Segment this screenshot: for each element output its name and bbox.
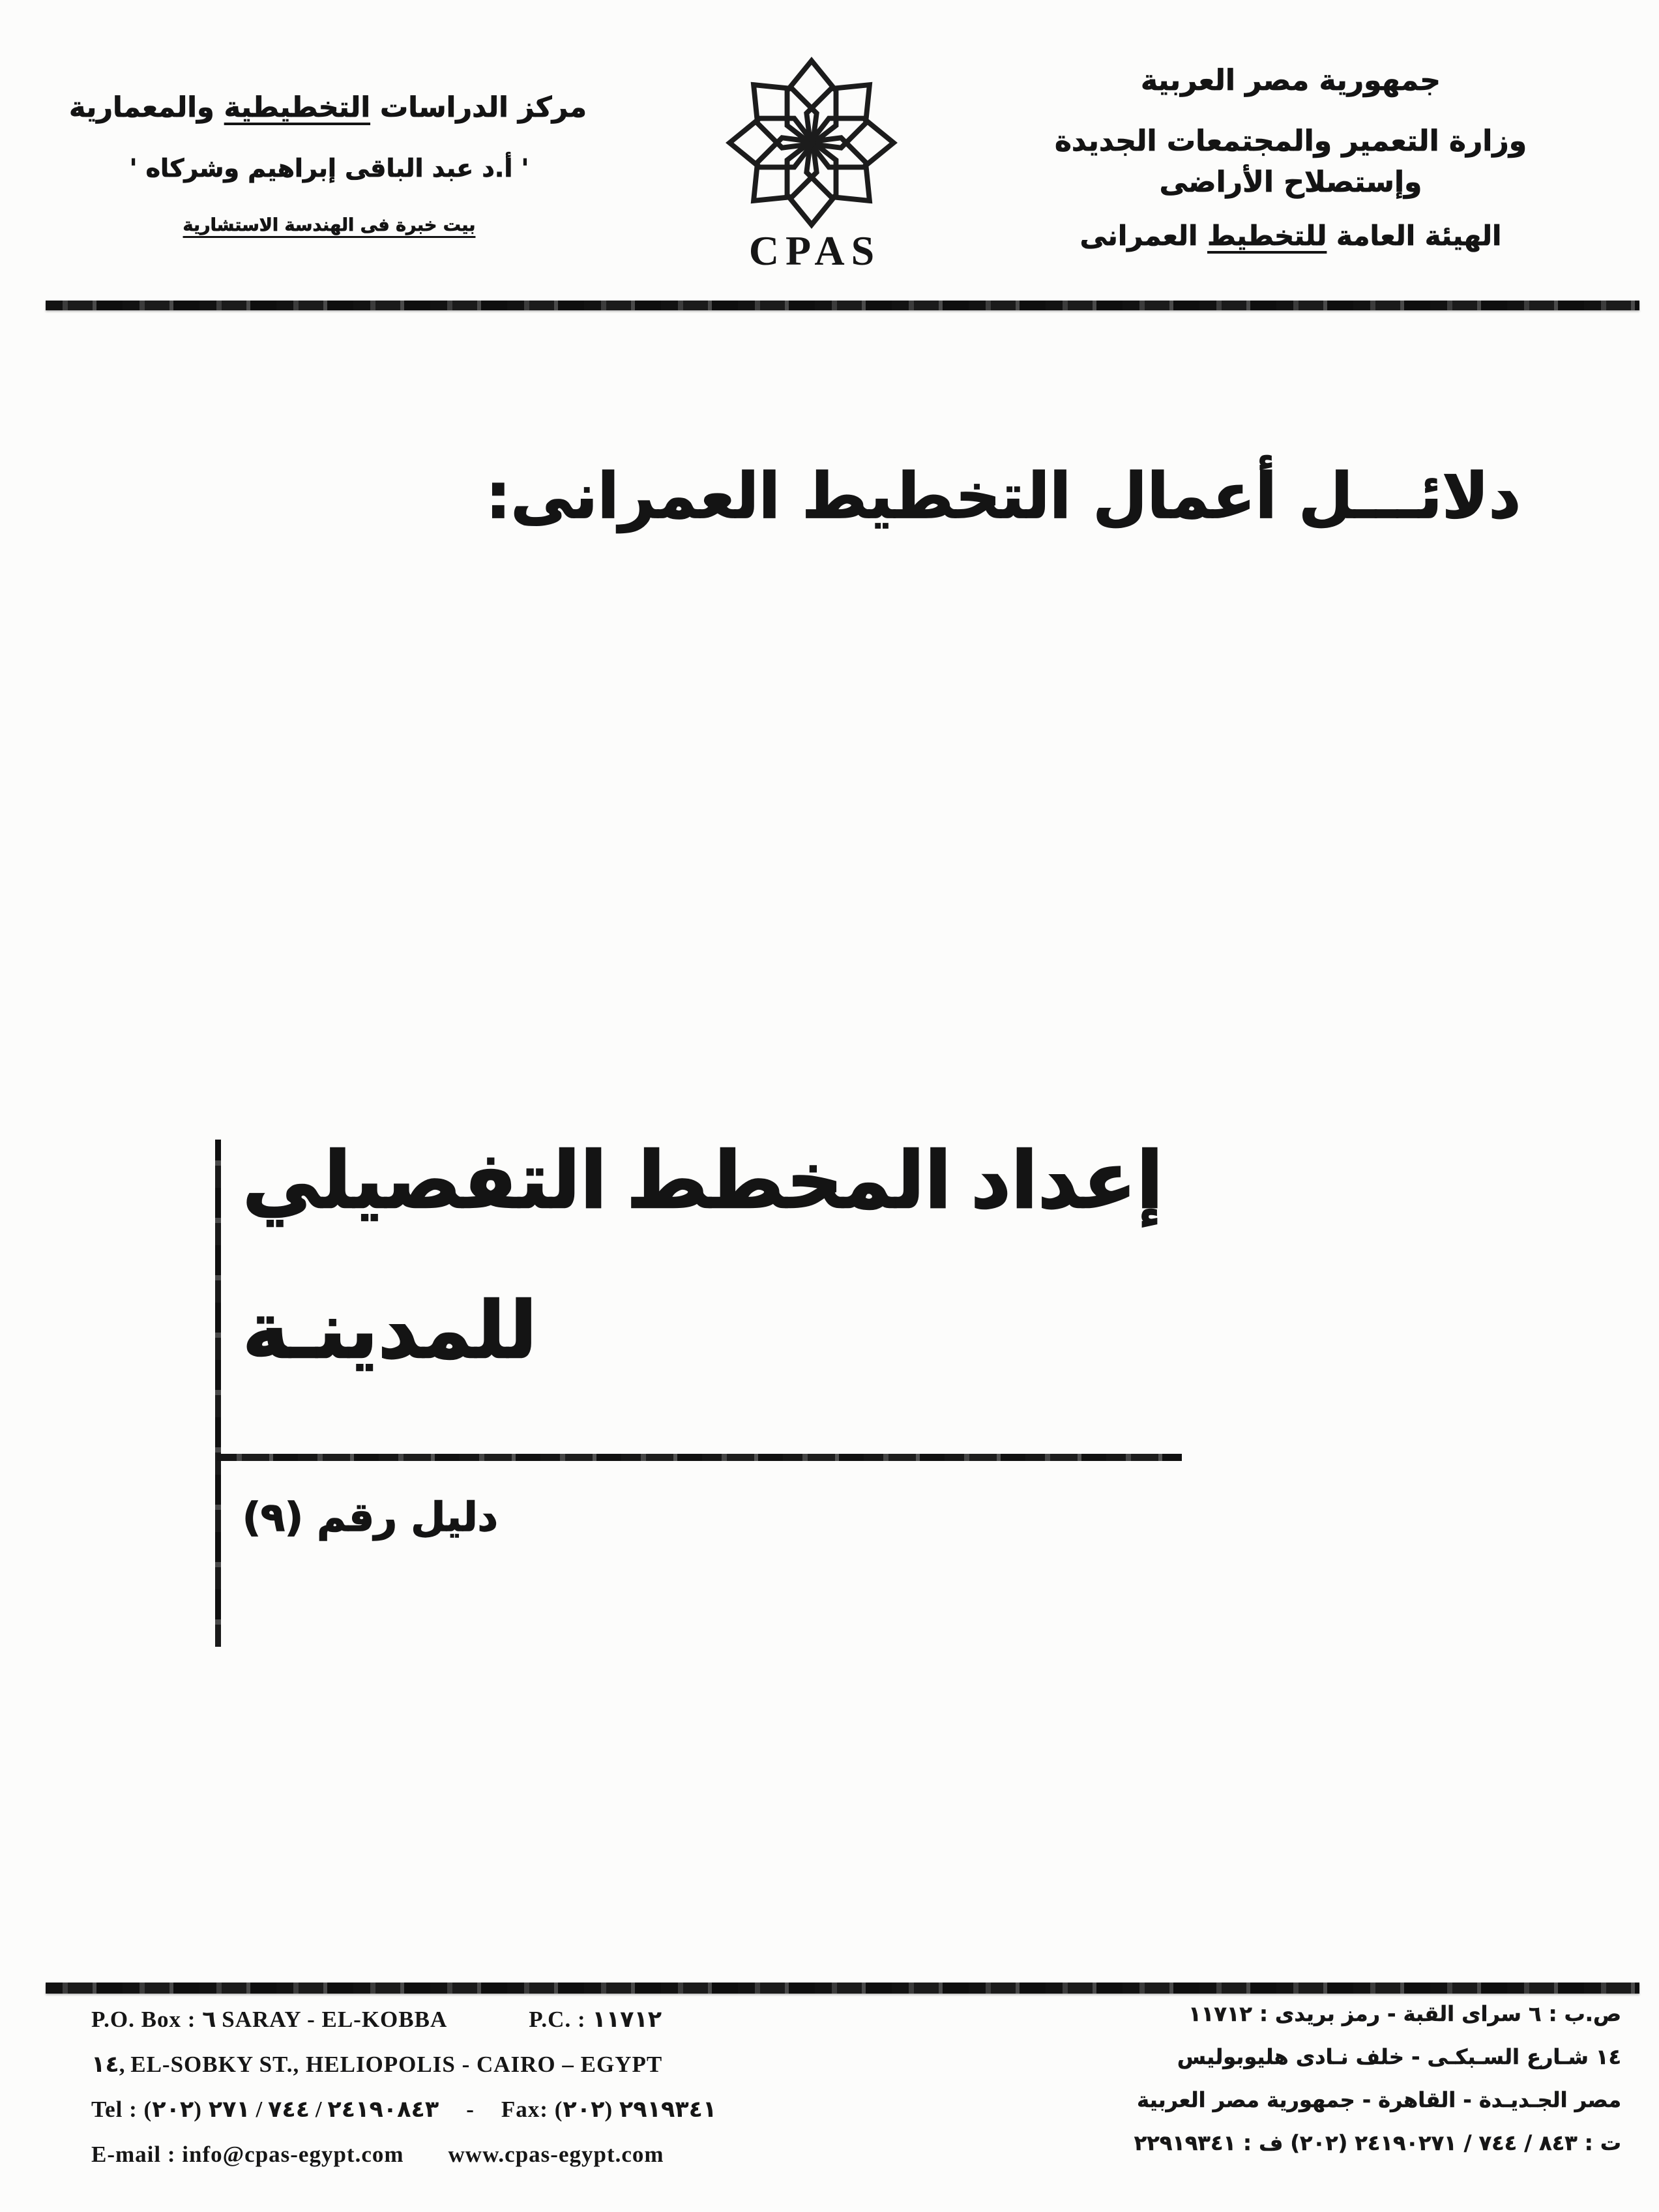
- footer-ar-address-line: ١٤ شـارع السـبكـى - خلف نـادى هليوبوليس: [1177, 2044, 1621, 2069]
- org-name-part: مركز الدراسات: [370, 91, 587, 124]
- authority-underlined-word: للتخطيط: [1207, 220, 1327, 252]
- email-value: E-mail : info@cpas-egypt.com: [91, 2142, 404, 2167]
- authority-part: الهيئة العامة: [1327, 220, 1502, 252]
- footer-ar-pobox-line: ص.ب : ٦ سراى القبة - رمز بريدى : ١١٧١٢: [1188, 2001, 1621, 2026]
- authority-line: [978, 220, 1604, 252]
- header-left-org-block: [69, 91, 587, 235]
- country-line: جمهورية مصر العربية: [1141, 64, 1441, 97]
- tel-value: Tel : (٢٠٢) ٢٤١٩٠٨٤٣ / ٧٤٤ / ٢٧١: [91, 2097, 439, 2122]
- footer-pobox-line: [91, 2007, 716, 2033]
- ministry-line-2: وإستصلاح الأراضى: [1159, 166, 1422, 199]
- main-title-line1: إعداد المخطط التفصيلي: [242, 1136, 1164, 1226]
- org-name-part: والمعمارية: [69, 91, 224, 124]
- title-accent-bar: [215, 1140, 221, 1647]
- tel-fax-separator: -: [466, 2097, 474, 2122]
- title-underline-rule: [217, 1454, 1182, 1461]
- footer-ar-tel-fax-line: ت : ٨٤٣ / ٧٤٤ / ٢٤١٩٠٢٧١ (٢٠٢) ف : ٢٢٩١٩٣٤١: [1134, 2131, 1621, 2155]
- org-tagline: بيت خبرة فى الهندسة الاستشارية: [183, 215, 476, 235]
- pobox-value: P.O. Box : ٦ SARAY - EL-KOBBA: [91, 2007, 448, 2032]
- ministry-line: وزارة التعمير والمجتمعات الجديدة: [1054, 125, 1527, 158]
- footer-tel-fax-line: [91, 2097, 716, 2123]
- cpas-acronym: CPAS: [748, 228, 881, 274]
- main-title-line2: للمدينـة: [242, 1286, 537, 1376]
- footer-english-block: [91, 2007, 716, 2187]
- postal-code-value: P.C. : ١١٧١٢: [529, 2007, 662, 2032]
- footer-arabic-block: [1134, 2001, 1621, 2174]
- website-value: www.cpas-egypt.com: [448, 2142, 664, 2167]
- cpas-star-icon: [720, 56, 903, 229]
- org-name-underlined-word: التخطيطية: [224, 91, 371, 124]
- series-heading: دلائـــل أعمال التخطيط العمرانى:: [486, 460, 1521, 533]
- footer-email-line: [91, 2142, 716, 2168]
- authority-part: العمرانى: [1079, 220, 1208, 252]
- header-divider-rule: [46, 301, 1639, 310]
- footer-ar-city-line: مصر الجـديـدة - القاهرة - جمهورية مصر العربية: [1137, 2087, 1621, 2112]
- guide-number: دليل رقم (٩): [242, 1494, 498, 1541]
- org-principal-line: ' أ.د عبد الباقى إبراهيم وشركاه ': [129, 154, 529, 183]
- footer-divider-rule: [46, 1983, 1639, 1994]
- org-name-line: [69, 91, 587, 124]
- footer-address-line: ١٤, EL-SOBKY ST., HELIOPOLIS - CAIRO – EGYPT: [91, 2052, 663, 2077]
- header-right-gov-block: [978, 64, 1604, 252]
- fax-value: Fax: (٢٠٢) ٢٩١٩٣٤١: [501, 2097, 717, 2122]
- cpas-logo: [704, 56, 919, 275]
